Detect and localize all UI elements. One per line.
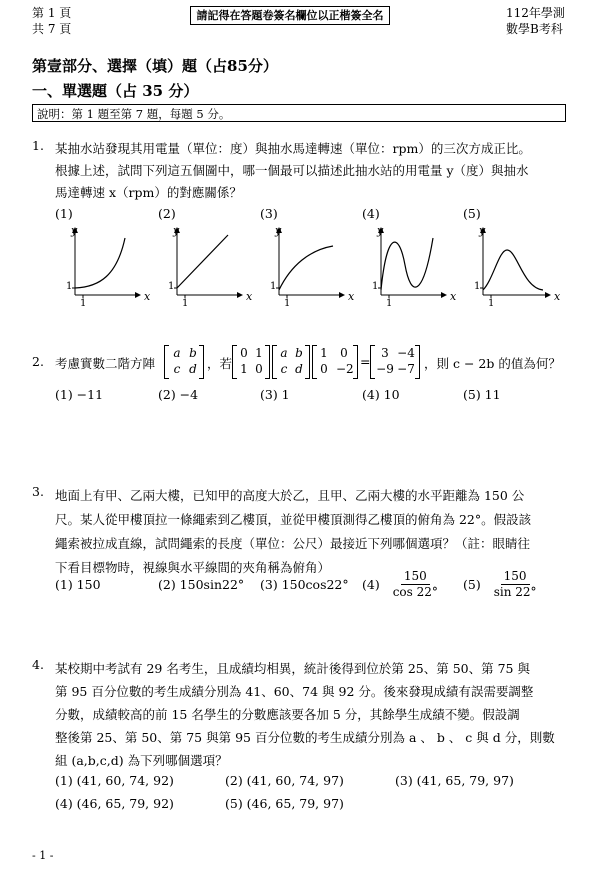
q4-line: 某校期中考試有 29 名考生，且成績均相異，統計後得到位於第 25、第 50、第 75 與 (55, 661, 530, 676)
tick-x: 1 (80, 298, 87, 309)
page-number: 第 1 頁 (32, 6, 72, 20)
axis-y-label: y (71, 224, 78, 237)
q3-option-1[interactable]: (1) 150 (55, 577, 101, 592)
q2-equals: = (360, 354, 371, 369)
part-title: 第壹部分、選擇（填）題（占85分） (32, 57, 278, 75)
q2-suffix: ，則 c − 2b 的值為何？ (424, 356, 561, 371)
q4-number: 4. (32, 657, 44, 672)
axis-x-label: x (554, 290, 561, 303)
q2-mid: ，若 (207, 356, 233, 371)
tick-x: 1 (284, 298, 291, 309)
section-note: 說明：第 1 題至第 7 題，每題 5 分。 (32, 104, 566, 122)
q2-option-4[interactable]: (4) 10 (362, 387, 400, 402)
axis-x-label: x (450, 290, 457, 303)
axis-y-label: y (173, 224, 180, 237)
q3-option-4[interactable]: (4) $\frac{150}{\cos 22^\circ}$ (362, 569, 438, 599)
q4-option-4[interactable]: (4) (46, 65, 79, 92) (55, 796, 174, 811)
axis-y-label: y (377, 224, 384, 237)
graph-label-2: (2) (158, 206, 176, 221)
tick-y: 1 (372, 281, 379, 292)
graph-4 (378, 228, 446, 298)
tick-x: 1 (182, 298, 189, 309)
q4-line: 組 (a,b,c,d) 為下列哪個選項？ (55, 753, 228, 768)
graph-label-4: (4) (362, 206, 380, 221)
q1-stem (55, 138, 570, 204)
q3-number: 3. (32, 484, 44, 499)
section-title: 一、單選題（占 35 分） (32, 82, 199, 100)
axis-y-label: y (275, 224, 282, 237)
tick-y: 1 (168, 281, 175, 292)
q4-option-3[interactable]: (3) (41, 65, 79, 97) (395, 773, 514, 788)
q3-option-5[interactable]: (5) $\frac{150}{\sin 22^\circ}$ (463, 569, 537, 599)
q1-line: 根據上述，試問下列這五個圖中，哪一個最可以描述此抽水站的用電量 y（度）與抽水 (55, 163, 529, 178)
tick-y: 1 (270, 281, 277, 292)
axis-y-label: y (479, 224, 486, 237)
matrix-abcd: a b c d (164, 345, 204, 379)
tick-x: 1 (386, 298, 393, 309)
matrix-abcd-2: a b c d (272, 345, 310, 379)
q3-line: 繩索被拉成直線，試問繩索的長度（單位：公尺）最接近下列哪個選項？（註：眼睛往 (55, 536, 531, 551)
graph-label-1: (1) (55, 206, 73, 221)
q3-option-3[interactable]: (3) 150cos22° (260, 577, 349, 592)
graph-3 (276, 228, 344, 298)
graph-label-3: (3) (260, 206, 278, 221)
q4-line: 整後第 25、第 50、第 75 與第 95 百分位數的考生成績分別為 a 、 b 、 c 與 d 分，則數 (55, 730, 555, 745)
q2-option-2[interactable]: (2) −4 (158, 387, 199, 402)
matrix-swap: 0 1 1 0 (232, 345, 270, 379)
q3-line: 地面上有甲、乙兩大樓，已知甲的高度大於乙，且甲、乙兩大樓的水平距離為 150 公 (55, 488, 525, 503)
q4-line: 分數，成績較高的前 15 名學生的分數應該要各加 5 分，其餘學生成績不變。假設調 (55, 707, 520, 722)
graph-2 (174, 228, 242, 298)
q4-stem (55, 657, 570, 772)
q3-line: 下看目標物時，視線與水平線間的夾角稱為俯角） (55, 560, 331, 575)
q1-graphs (55, 220, 575, 315)
axis-x-label: x (348, 290, 355, 303)
q1-number: 1. (32, 138, 44, 153)
q3-option-2[interactable]: (2) 150sin22° (158, 577, 245, 592)
q2-number: 2. (32, 354, 44, 369)
tick-y: 1 (474, 281, 481, 292)
exam-subject: 數學B考科 (506, 22, 563, 36)
axis-x-label: x (144, 290, 151, 303)
graph-label-5: (5) (463, 206, 481, 221)
q3-line: 尺。某人從甲樓頂拉一條繩索到乙樓頂，並從甲樓頂測得乙樓頂的俯角為 22°。假設該 (55, 512, 532, 527)
graph-1 (72, 228, 140, 298)
axis-x-label: x (246, 290, 253, 303)
q2-option-5[interactable]: (5) 11 (463, 387, 501, 402)
signature-notice: 請記得在答題卷簽名欄位以正楷簽全名 (190, 6, 390, 25)
q4-option-1[interactable]: (1) (41, 60, 74, 92) (55, 773, 174, 788)
q1-line: 馬達轉速 x（rpm）的對應關係？ (55, 185, 242, 200)
q1-line: 某抽水站發現其用電量（單位：度）與抽水馬達轉速（單位：rpm）的三次方成正比。 (55, 141, 531, 156)
q2-option-1[interactable]: (1) −11 (55, 387, 104, 402)
q4-line: 第 95 百分位數的考生成績分別為 41、60、74 與 92 分。後來發現成績有誤需要調整 (55, 684, 534, 699)
matrix-result: 3 −4 −9 −7 (370, 345, 420, 379)
page-footer: - 1 - (32, 849, 54, 862)
tick-y: 1 (66, 281, 73, 292)
matrix-diag: 1 0 0 −2 (312, 345, 358, 379)
q4-option-2[interactable]: (2) (41, 60, 74, 97) (225, 773, 344, 788)
total-pages: 共 7 頁 (32, 22, 72, 36)
q4-option-5[interactable]: (5) (46, 65, 79, 97) (225, 796, 344, 811)
exam-year: 112年學測 (506, 6, 565, 20)
q3-stem (55, 484, 570, 580)
q2-option-3[interactable]: (3) 1 (260, 387, 290, 402)
q2-prefix: 考慮實數二階方陣 (55, 356, 156, 371)
tick-x: 1 (488, 298, 495, 309)
graph-5 (480, 228, 550, 298)
